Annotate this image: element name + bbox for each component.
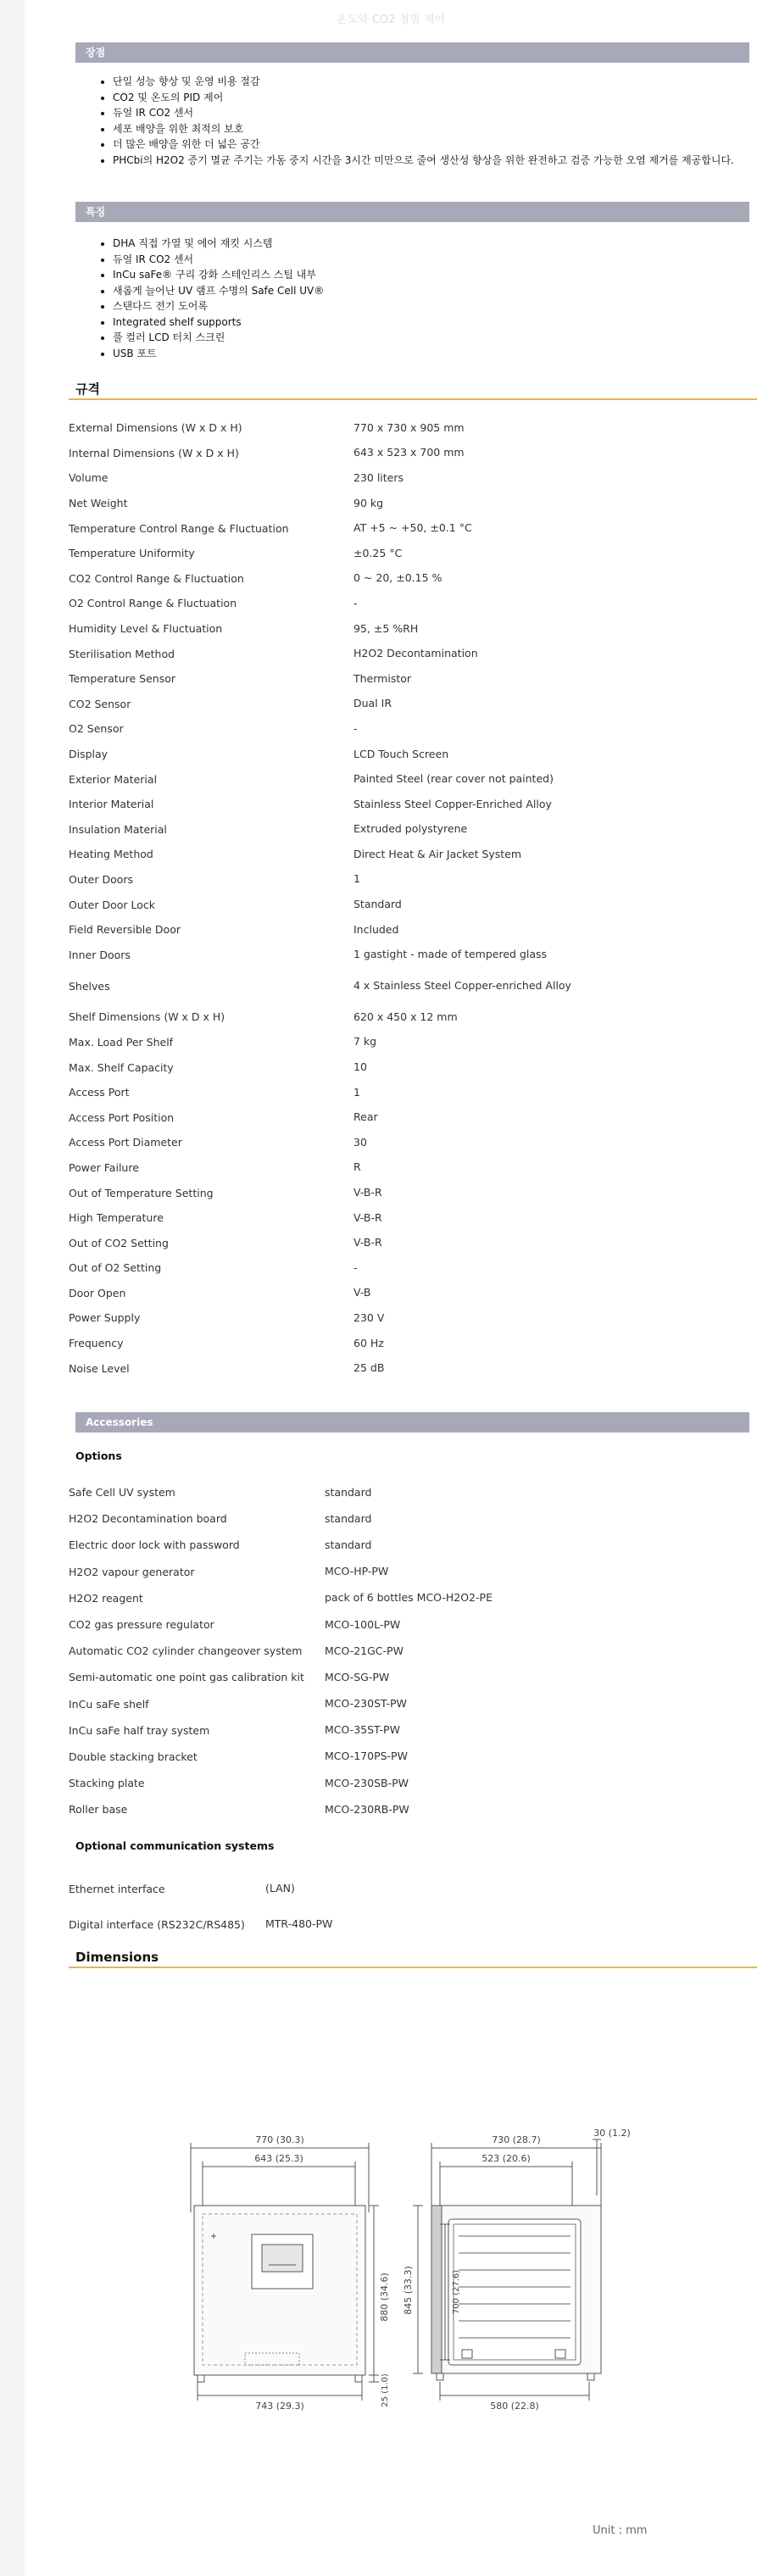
row-label: Max. Load Per Shelf: [69, 1035, 174, 1049]
row-label: Automatic CO2 cylinder changeover system: [69, 1644, 303, 1658]
row-label: CO2 Control Range & Fluctuation: [69, 571, 244, 585]
dim-front-base-width: 743 (29.3): [255, 2401, 304, 2412]
table-row: [69, 566, 594, 592]
dimensions-heading: Dimensions: [69, 1948, 757, 1968]
table-row: [69, 491, 594, 516]
row-value: MTR-480-PW: [265, 1917, 333, 1930]
row-value: MCO-170PS-PW: [325, 1750, 408, 1763]
comm-heading: Optional communication systems: [75, 1839, 275, 1852]
row-label: O2 Sensor: [69, 722, 124, 736]
bullet-item: • CO2 및 온도의 PID 제어: [113, 90, 757, 106]
table-row: [69, 1230, 594, 1255]
characteristics-list: [101, 236, 757, 361]
bullet-item: • 스탠다드 전기 도어록: [113, 298, 757, 314]
row-label: Roller base: [69, 1803, 128, 1817]
row-value: 620 x 450 x 12 mm: [353, 1010, 458, 1023]
table-row: [69, 692, 594, 717]
row-value: MCO-HP-PW: [325, 1565, 389, 1578]
row-label: InCu saFe half tray system: [69, 1723, 210, 1737]
dim-front-width: 770 (30.3): [255, 2134, 304, 2145]
row-label: Electric door lock with password: [69, 1538, 240, 1552]
table-row: [69, 1611, 577, 1638]
row-value: standard: [325, 1511, 372, 1525]
dim-front-height: 880 (34.6): [379, 2273, 390, 2322]
row-label: Access Port Position: [69, 1110, 175, 1124]
faded-page-title: 온도와 CO2 정밀 제어: [337, 14, 445, 26]
row-value: MCO-35ST-PW: [325, 1723, 400, 1737]
row-label: Net Weight: [69, 497, 128, 510]
row-value: -: [353, 1260, 358, 1274]
dim-side-inner-height: 700 (27.6): [452, 2269, 461, 2315]
table-row: [69, 1638, 577, 1664]
table-row: [69, 867, 594, 893]
row-label: InCu saFe shelf: [69, 1697, 149, 1711]
row-value: 1 gastight - made of tempered glass: [353, 948, 548, 961]
row-label: Out of Temperature Setting: [69, 1186, 214, 1199]
table-row: [69, 1585, 577, 1611]
table-row: [69, 666, 594, 692]
row-value: Direct Heat & Air Jacket System: [353, 847, 522, 860]
row-value: Painted Steel (rear cover not painted): [353, 772, 554, 786]
row-label: Internal Dimensions (W x D x H): [69, 446, 239, 459]
table-row: [69, 967, 594, 1004]
row-label: Power Supply: [69, 1311, 141, 1325]
row-label: H2O2 Decontamination board: [69, 1512, 227, 1526]
table-row: [69, 1155, 594, 1181]
table-row: [69, 1770, 577, 1796]
row-value: 30: [353, 1135, 367, 1149]
row-value: standard: [325, 1485, 372, 1499]
table-row: [69, 716, 594, 742]
dim-front-feet: 25 (1.0): [381, 2373, 390, 2407]
specs-table: [69, 415, 594, 1381]
table-row: [69, 1080, 594, 1105]
table-row: [69, 1130, 594, 1155]
dim-side-inner-depth: 523 (20.6): [481, 2153, 531, 2164]
row-label: Semi-automatic one point gas calibration kit: [69, 1671, 304, 1684]
row-label: Temperature Sensor: [69, 672, 176, 686]
table-row: [69, 1691, 577, 1717]
row-value: ±0.25 °C: [353, 546, 403, 559]
dim-side-port: 30 (1.2): [593, 2128, 631, 2139]
row-label: O2 Control Range & Fluctuation: [69, 597, 237, 610]
options-heading: Options: [75, 1449, 122, 1462]
bullet-item: • USB 포트: [113, 346, 757, 362]
table-row: [69, 616, 594, 642]
table-row: [69, 465, 594, 491]
table-row: [69, 1664, 577, 1690]
table-row: [69, 591, 594, 616]
table-row: [69, 515, 594, 541]
row-value: V-B-R: [353, 1236, 382, 1249]
table-row: [69, 1559, 577, 1585]
row-label: Humidity Level & Fluctuation: [69, 622, 223, 636]
table-row: [69, 817, 594, 843]
row-value: 1: [353, 872, 360, 886]
page: [25, 0, 757, 2576]
bullet-item: • 단일 성능 향상 및 운영 비용 절감: [113, 74, 757, 90]
table-row: [69, 766, 594, 792]
row-label: Door Open: [69, 1286, 126, 1299]
table-row: [69, 1796, 577, 1822]
row-value: 1: [353, 1085, 360, 1099]
row-value: MCO-100L-PW: [325, 1617, 401, 1631]
row-value: 10: [353, 1060, 367, 1074]
table-row: [69, 1305, 594, 1331]
row-label: Access Port: [69, 1086, 130, 1099]
specs-heading: 규격: [69, 380, 757, 400]
table-row: [69, 1331, 594, 1356]
row-label: Inner Doors: [69, 948, 131, 961]
row-label: Insulation Material: [69, 822, 167, 836]
row-value: V-B-R: [353, 1210, 382, 1224]
row-label: Outer Doors: [69, 872, 134, 886]
row-label: External Dimensions (W x D x H): [69, 421, 242, 435]
bullet-item: • PHCbi의 H2O2 증기 멸균 주기는 가동 중지 시간을 3시간 미만으로 줄여 생산성 향상을 위한 완전하고 검증 가능한 오염 제거를 제공합니다.: [113, 153, 757, 169]
row-value: 230 liters: [353, 470, 404, 484]
row-value: Stainless Steel Copper-Enriched Alloy: [353, 797, 552, 810]
row-label: CO2 Sensor: [69, 697, 131, 710]
row-label: Outer Door Lock: [69, 898, 156, 911]
row-label: H2O2 vapour generator: [69, 1565, 195, 1578]
table-row: [69, 1030, 594, 1055]
row-value: V-B-R: [353, 1186, 382, 1199]
row-label: Noise Level: [69, 1361, 130, 1375]
bullet-item: • 듀얼 IR CO2 센서: [113, 252, 757, 268]
row-value: -: [353, 596, 358, 609]
row-label: Access Port Diameter: [69, 1136, 182, 1149]
row-value: (LAN): [265, 1882, 295, 1894]
row-value: Extruded polystyrene: [353, 822, 468, 836]
row-value: 7 kg: [353, 1035, 377, 1049]
dim-front-inner-width: 643 (25.3): [254, 2153, 303, 2164]
table-row: [69, 892, 594, 917]
row-value: MCO-SG-PW: [325, 1670, 390, 1683]
row-label: Double stacking bracket: [69, 1750, 198, 1763]
table-row: [69, 742, 594, 767]
features-list: [101, 74, 757, 168]
table-row: [69, 541, 594, 566]
row-value: MCO-230ST-PW: [325, 1697, 407, 1711]
row-value: 25 dB: [353, 1361, 385, 1375]
row-value: MCO-230RB-PW: [325, 1802, 409, 1816]
table-row: [69, 1479, 577, 1505]
row-value: 230 V: [353, 1310, 385, 1324]
row-label: Shelf Dimensions (W x D x H): [69, 1010, 225, 1024]
row-label: Digital interface (RS232C/RS485): [69, 1917, 245, 1931]
dim-side-base-depth: 580 (22.8): [490, 2401, 539, 2412]
row-label: Display: [69, 748, 109, 761]
bullet-item: • 듀얼 IR CO2 센서: [113, 105, 757, 121]
row-label: Out of O2 Setting: [69, 1261, 162, 1275]
table-row: [69, 1744, 577, 1770]
row-label: Temperature Uniformity: [69, 547, 195, 560]
table-row: [69, 1054, 594, 1080]
row-label: Max. Shelf Capacity: [69, 1060, 174, 1074]
row-value: 95, ±5 %RH: [353, 621, 419, 635]
row-label: Shelves: [69, 979, 110, 993]
row-label: CO2 gas pressure regulator: [69, 1618, 214, 1632]
bullet-item: • 더 많은 배양을 위한 더 넓은 공간: [113, 136, 757, 153]
dimensions-drawing: [160, 2128, 635, 2433]
bullet-item: • 세포 배양을 위한 최적의 보호: [113, 121, 757, 137]
row-label: Heating Method: [69, 848, 153, 861]
row-label: Field Reversible Door: [69, 923, 181, 937]
row-value: H2O2 Decontamination: [353, 647, 478, 660]
row-value: Rear: [353, 1110, 378, 1124]
row-value: pack of 6 bottles MCO-H2O2-PE: [325, 1591, 493, 1605]
row-value: 60 Hz: [353, 1336, 384, 1349]
features-heading: 장점: [75, 42, 749, 63]
row-label: Volume: [69, 471, 109, 485]
row-value: MCO-21GC-PW: [325, 1644, 404, 1657]
table-row: [69, 441, 594, 466]
table-row: [69, 842, 594, 867]
bullet-item: • 새롭게 늘어난 UV 램프 수명의 Safe Cell UV®: [113, 283, 757, 299]
table-row: [69, 1281, 594, 1306]
unit-label: Unit : mm: [593, 2524, 648, 2537]
row-label: Stacking plate: [69, 1777, 145, 1790]
table-row: [69, 792, 594, 817]
row-value: standard: [325, 1538, 372, 1551]
table-row: [69, 1255, 594, 1281]
row-label: Sterilisation Method: [69, 647, 175, 660]
row-value: LCD Touch Screen: [353, 747, 449, 760]
row-value: MCO-230SB-PW: [325, 1776, 409, 1789]
dim-side-height: 845 (33.3): [403, 2266, 414, 2315]
bullet-item: • 풀 컬러 LCD 터치 스크린: [113, 330, 757, 346]
table-row: [69, 1717, 577, 1744]
comm-table: [69, 1871, 577, 1942]
table-row: [69, 1205, 594, 1231]
bullet-item: • Integrated shelf supports: [113, 314, 757, 331]
row-value: 4 x Stainless Steel Copper-enriched Alloy: [353, 979, 571, 993]
row-value: -: [353, 721, 358, 735]
bullet-item: • DHA 직접 가열 및 에어 재킷 시스템: [113, 236, 757, 252]
row-label: Frequency: [69, 1337, 124, 1350]
table-row: [69, 917, 594, 943]
row-value: V-B: [353, 1286, 371, 1299]
row-label: Interior Material: [69, 798, 154, 811]
row-label: Ethernet interface: [69, 1882, 165, 1895]
table-row: [69, 1180, 594, 1205]
row-label: Safe Cell UV system: [69, 1486, 175, 1499]
row-value: Standard: [353, 898, 402, 911]
row-value: 643 x 523 x 700 mm: [353, 446, 465, 459]
row-label: Temperature Control Range & Fluctuation: [69, 521, 289, 535]
row-value: 770 x 730 x 905 mm: [353, 420, 465, 434]
table-row: [69, 1004, 594, 1030]
table-row: [69, 1871, 577, 1906]
row-label: H2O2 reagent: [69, 1591, 143, 1605]
table-row: [69, 1505, 577, 1532]
table-row: [69, 415, 594, 441]
row-label: Exterior Material: [69, 772, 158, 786]
row-value: Dual IR: [353, 697, 392, 710]
dim-side-depth: 730 (28.7): [492, 2134, 541, 2145]
table-row: [69, 942, 594, 967]
table-row: [69, 1104, 594, 1130]
row-value: Included: [353, 922, 399, 936]
table-row: [69, 1906, 577, 1942]
table-row: [69, 641, 594, 666]
row-label: Power Failure: [69, 1160, 139, 1174]
table-row: [69, 1355, 594, 1381]
row-value: R: [353, 1160, 361, 1174]
row-value: Thermistor: [353, 671, 412, 685]
accessories-heading: Accessories: [75, 1412, 749, 1433]
row-value: AT +5 ~ +50, ±0.1 °C: [353, 521, 472, 535]
row-label: High Temperature: [69, 1211, 164, 1225]
row-value: 0 ~ 20, ±0.15 %: [353, 571, 443, 585]
table-row: [69, 1532, 577, 1558]
row-label: Out of CO2 Setting: [69, 1236, 169, 1249]
bullet-item: • InCu saFe® 구리 강화 스테인리스 스틸 내부: [113, 267, 757, 283]
row-value: 90 kg: [353, 496, 384, 509]
characteristics-heading: 특징: [75, 202, 749, 222]
options-table: [69, 1479, 577, 1822]
